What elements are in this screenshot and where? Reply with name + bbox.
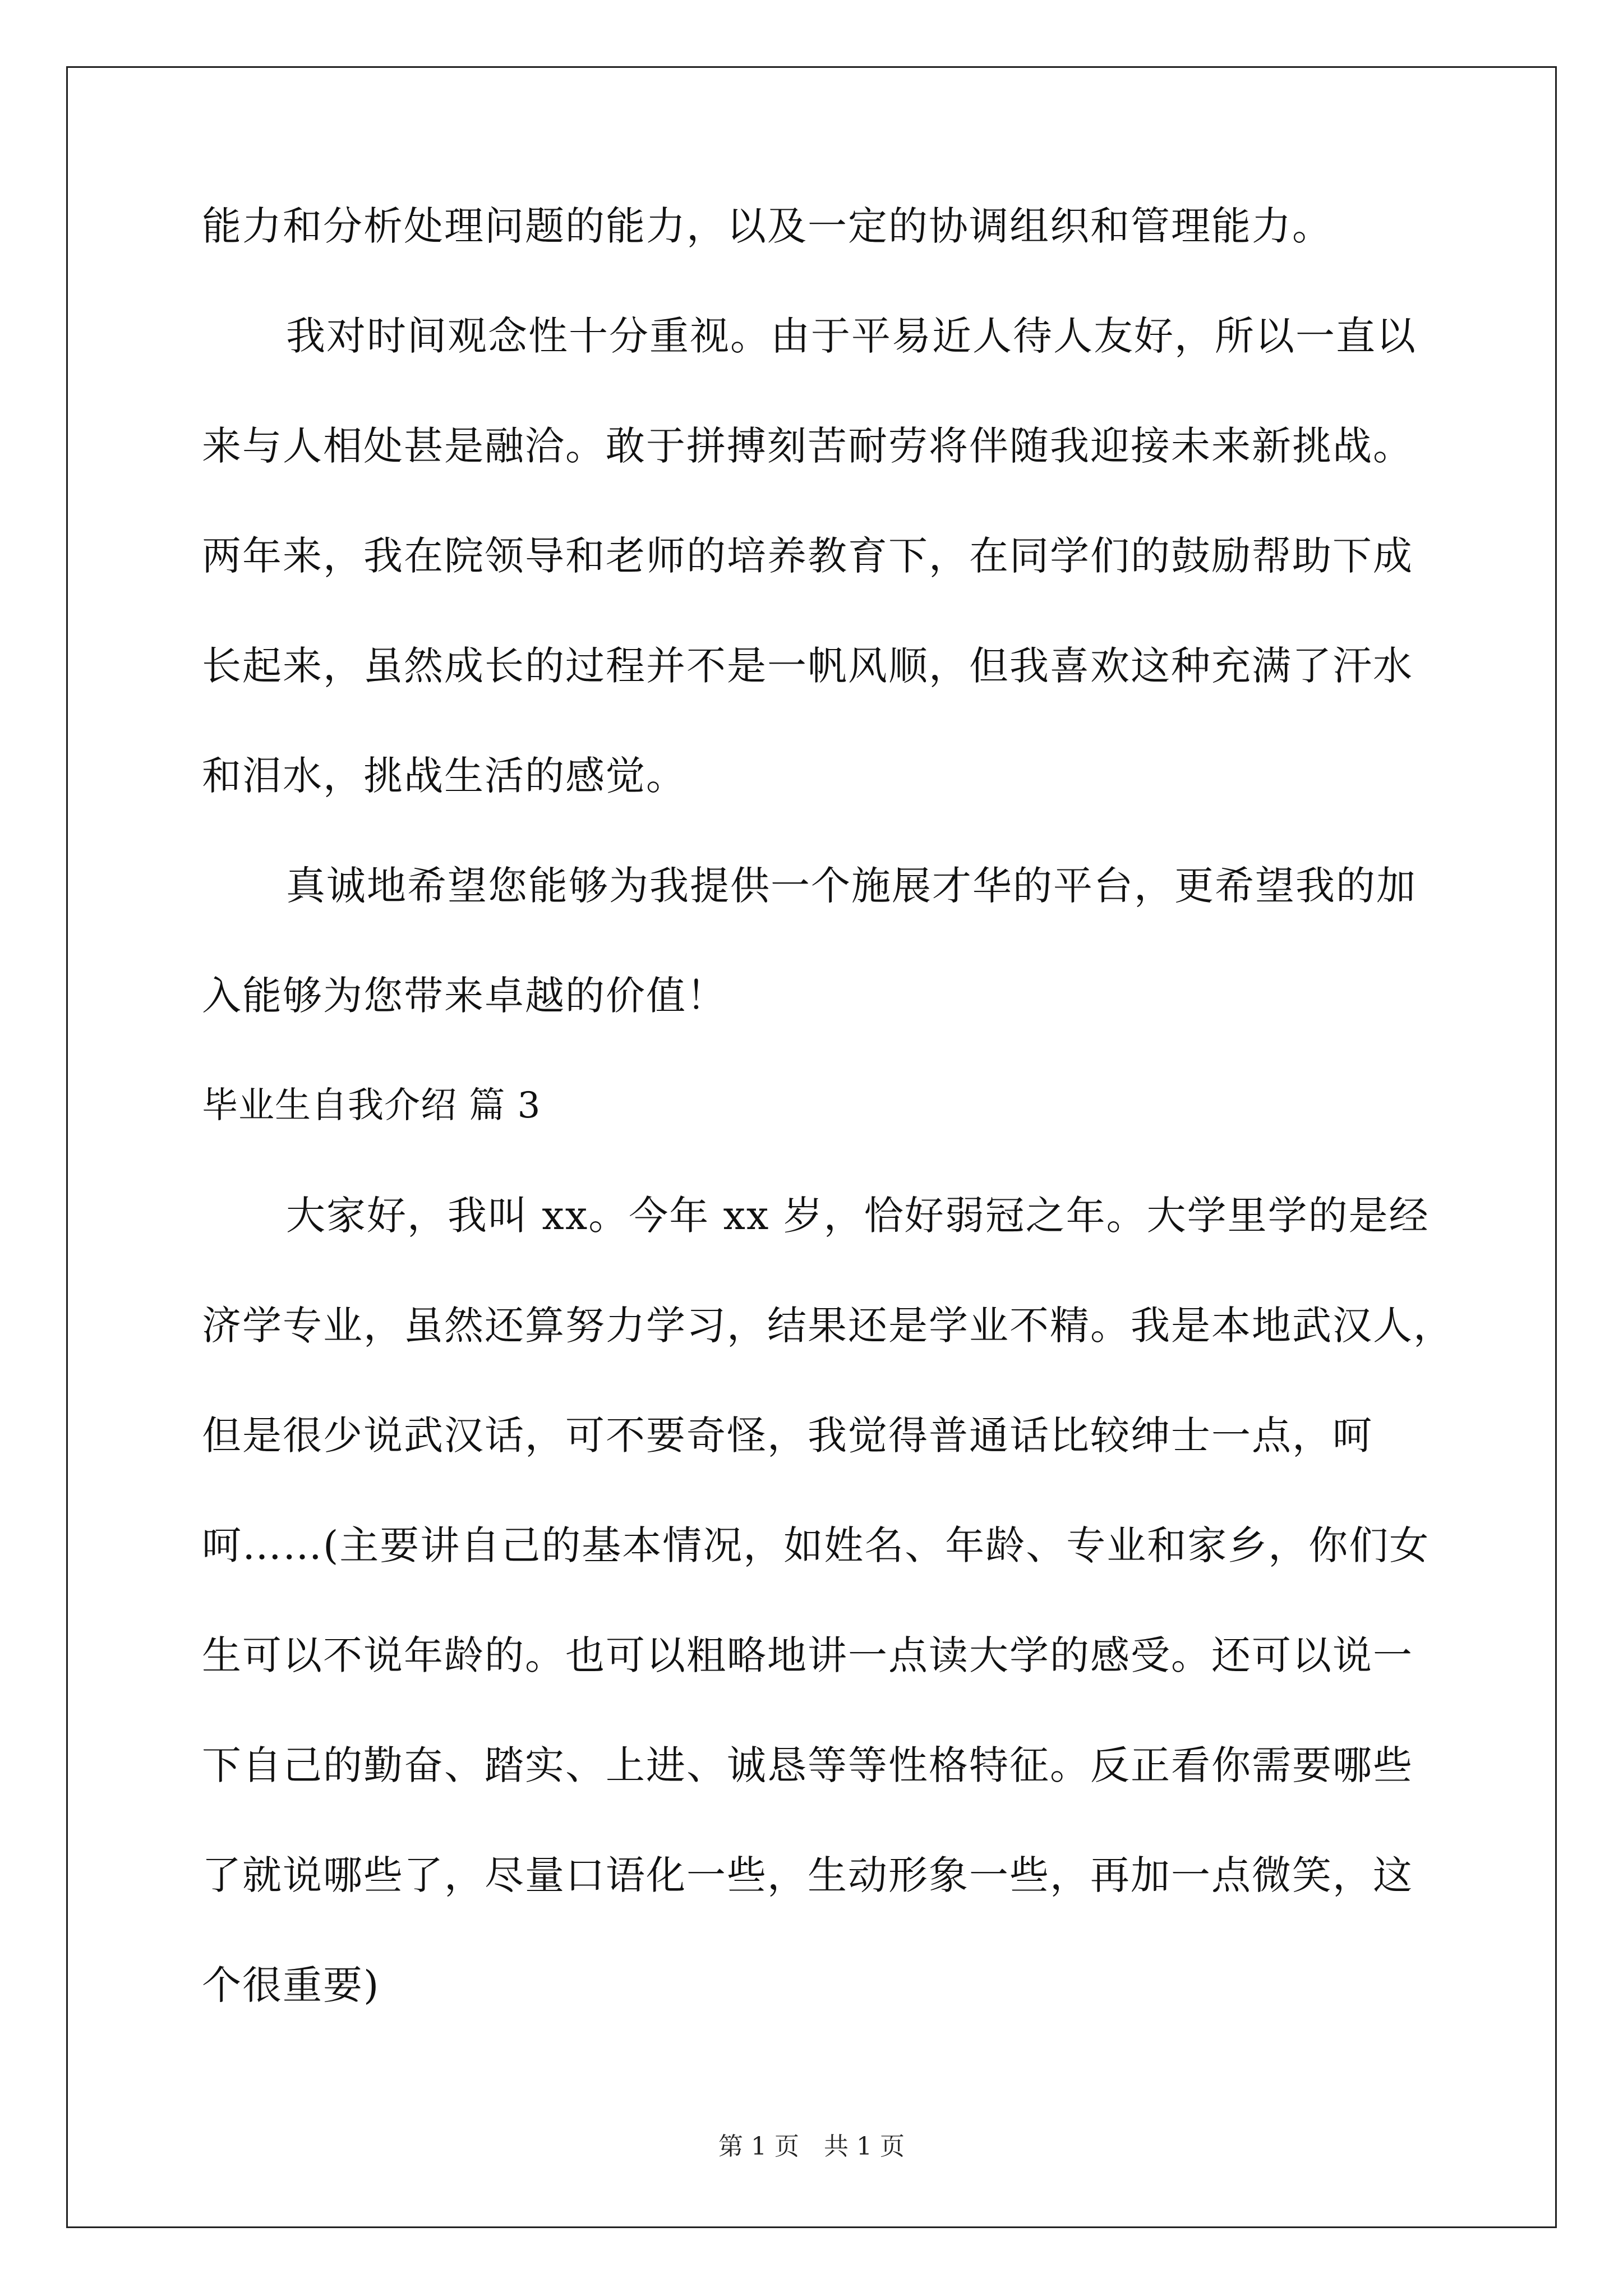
text-line: 和泪水，挑战生活的感觉。 — [202, 753, 686, 799]
text-line: 下自己的勤奋、踏实、上进、诚恳等等性格特征。反正看你需要哪些 — [202, 1742, 1413, 1788]
text-line: 了就说哪些了，尽量口语化一些，生动形象一些，再加一点微笑，这 — [202, 1852, 1413, 1898]
section-heading: 毕业生自我介绍 篇 3 — [202, 1085, 541, 1126]
text-line: 入能够为您带来卓越的价值！ — [202, 973, 727, 1019]
paragraph-start-line: 我对时间观念性十分重视。由于平易近人待人友好，所以一直以 — [286, 313, 1417, 359]
text-line: 济学专业，虽然还算努力学习，结果还是学业不精。我是本地武汉人， — [202, 1303, 1454, 1349]
text-line: 生可以不说年龄的。也可以粗略地讲一点读大学的感受。还可以说一 — [202, 1632, 1413, 1678]
text-line: 能力和分析处理问题的能力，以及一定的协调组织和管理能力。 — [202, 203, 1332, 249]
text-line: 但是很少说武汉话，可不要奇怪，我觉得普通话比较绅士一点，呵 — [202, 1412, 1373, 1458]
text-line: 长起来，虽然成长的过程并不是一帆风顺，但我喜欢这种充满了汗水 — [202, 643, 1413, 689]
text-line: 来与人相处甚是融洽。敢于拼搏刻苦耐劳将伴随我迎接未来新挑战。 — [202, 423, 1413, 469]
document-body — [202, 203, 1454, 2076]
text-line: 两年来，我在院领导和老师的培养教育下，在同学们的鼓励帮助下成 — [202, 533, 1413, 579]
paragraph-start-line: 真诚地希望您能够为我提供一个施展才华的平台，更希望我的加 — [286, 863, 1417, 909]
text-line: 个很重要) — [202, 1962, 380, 2008]
page-number-footer: 第 1 页 共 1 页 — [718, 2132, 905, 2161]
text-line: 呵……(主要讲自己的基本情况，如姓名、年龄、专业和家乡，你们女 — [202, 1522, 1430, 1568]
paragraph-start-line: 大家好，我叫 xx。今年 xx 岁，恰好弱冠之年。大学里学的是经 — [286, 1193, 1430, 1239]
